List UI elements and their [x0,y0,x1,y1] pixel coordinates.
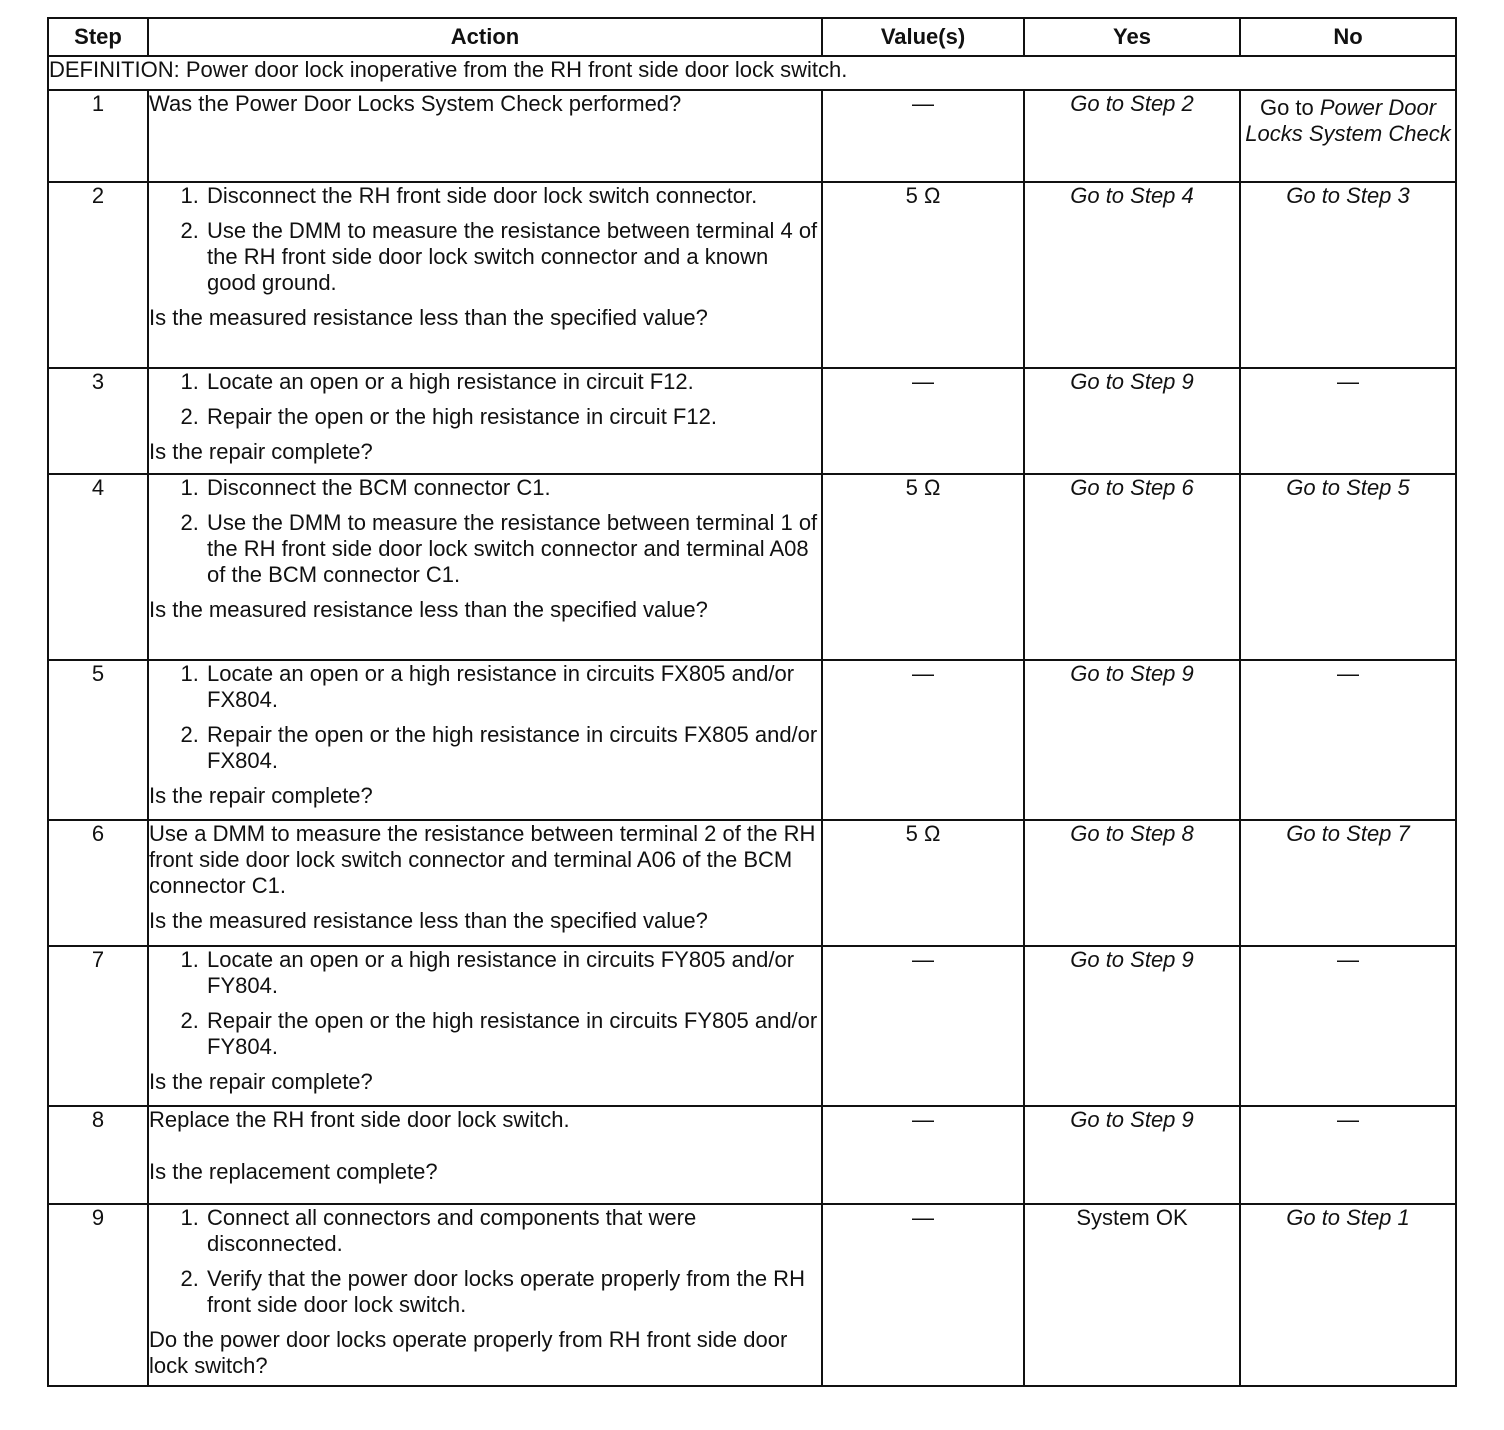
yes-cell: Go to Step 6 [1024,474,1240,660]
header-yes: Yes [1024,18,1240,56]
substep: 2. Repair the open or the high resistance in circuits FX805 and/or FX804. [205,722,821,774]
definition-row [48,56,1456,90]
table-row [48,474,1456,660]
question-text: Is the replacement complete? [149,1159,438,1184]
substep-list [149,1205,821,1318]
question-text: Is the repair complete? [149,1069,373,1094]
question-text: Is the repair complete? [149,783,373,808]
step-number: 8 [48,1106,148,1204]
action-cell [148,660,822,820]
value-cell: — [822,90,1024,182]
step-number: 9 [48,1204,148,1386]
substep: 2. Use the DMM to measure the resistance between terminal 1 of the RH front side door lock switch connector and terminal A08 of the BCM connector C1. [205,510,821,588]
value-cell: 5 Ω [822,474,1024,660]
substep-list [149,947,821,1060]
step-number: 1 [48,90,148,182]
step-number: 4 [48,474,148,660]
action-cell [148,1204,822,1386]
substep-list [149,369,821,430]
definition-text: DEFINITION: Power door lock inoperative from the RH front side door lock switch. [48,56,1456,90]
action-cell [148,1106,822,1204]
yes-cell: System OK [1024,1204,1240,1386]
value-cell: — [822,1106,1024,1204]
question-text: Is the repair complete? [149,439,373,464]
question-text: Do the power door locks operate properly from RH front side door lock switch? [149,1327,788,1378]
step-number: 2 [48,182,148,368]
no-prefix: Go to [1259,95,1320,120]
table-row [48,90,1456,182]
yes-cell: Go to Step 9 [1024,368,1240,474]
header-values: Value(s) [822,18,1024,56]
substep: 2. Verify that the power door locks operate properly from the RH front side door lock switch. [205,1266,821,1318]
step-number: 6 [48,820,148,946]
no-cell: Go to Step 1 [1240,1204,1456,1386]
no-cell: — [1240,368,1456,474]
table-row [48,1204,1456,1386]
no-cell [1240,90,1456,182]
substep: 2. Repair the open or the high resistance in circuit F12. [205,404,821,430]
table-row [48,368,1456,474]
no-cell: Go to Step 7 [1240,820,1456,946]
substep: 2. Repair the open or the high resistance in circuits FY805 and/or FY804. [205,1008,821,1060]
substep: 1. Locate an open or a high resistance in circuit F12. [205,369,821,395]
no-cell: — [1240,660,1456,820]
yes-cell: Go to Step 8 [1024,820,1240,946]
table-row [48,1106,1456,1204]
yes-cell: Go to Step 9 [1024,660,1240,820]
action-cell [148,946,822,1106]
no-cell: Go to Step 5 [1240,474,1456,660]
action-cell [148,368,822,474]
action-cell [148,474,822,660]
action-cell [148,182,822,368]
yes-cell: Go to Step 4 [1024,182,1240,368]
step-number: 5 [48,660,148,820]
value-cell: 5 Ω [822,820,1024,946]
action-cell [148,90,822,182]
question-text: Is the measured resistance less than the specified value? [149,305,708,330]
substep: 1. Locate an open or a high resistance in circuits FX805 and/or FX804. [205,661,821,713]
no-link: Power Door Locks System Check [1245,95,1451,146]
diagnostic-table [47,17,1457,1387]
header-step: Step [48,18,148,56]
action-text: Was the Power Door Locks System Check performed? [149,91,682,116]
substep-list [149,475,821,588]
step-number: 3 [48,368,148,474]
value-cell: — [822,660,1024,820]
substep: 1. Locate an open or a high resistance in circuits FY805 and/or FY804. [205,947,821,999]
table-row [48,182,1456,368]
question-text: Is the measured resistance less than the specified value? [149,908,708,933]
spacer [149,1133,821,1159]
no-cell: Go to Step 3 [1240,182,1456,368]
value-cell: — [822,368,1024,474]
action-cell [148,820,822,946]
table-row [48,820,1456,946]
no-cell: — [1240,1106,1456,1204]
question-text: Is the measured resistance less than the specified value? [149,597,708,622]
value-cell: 5 Ω [822,182,1024,368]
substep-list [149,661,821,774]
yes-cell: Go to Step 9 [1024,946,1240,1106]
yes-cell: Go to Step 2 [1024,90,1240,182]
substep-list [149,183,821,296]
header-action: Action [148,18,822,56]
action-text: Use a DMM to measure the resistance between terminal 2 of the RH front side door lock switch connector and terminal A06 of the BCM connector C1. [149,821,816,898]
substep: 2. Use the DMM to measure the resistance between terminal 4 of the RH front side door lock switch connector and a known good ground. [205,218,821,296]
value-cell: — [822,1204,1024,1386]
step-number: 7 [48,946,148,1106]
substep: 1. Connect all connectors and components that were disconnected. [205,1205,821,1257]
value-cell: — [822,946,1024,1106]
header-row [48,18,1456,56]
substep: 1. Disconnect the BCM connector C1. [205,475,821,501]
table-row [48,946,1456,1106]
no-cell: — [1240,946,1456,1106]
yes-cell: Go to Step 9 [1024,1106,1240,1204]
substep: 1. Disconnect the RH front side door lock switch connector. [205,183,821,209]
action-text: Replace the RH front side door lock switch. [149,1107,570,1132]
header-no: No [1240,18,1456,56]
table-row [48,660,1456,820]
